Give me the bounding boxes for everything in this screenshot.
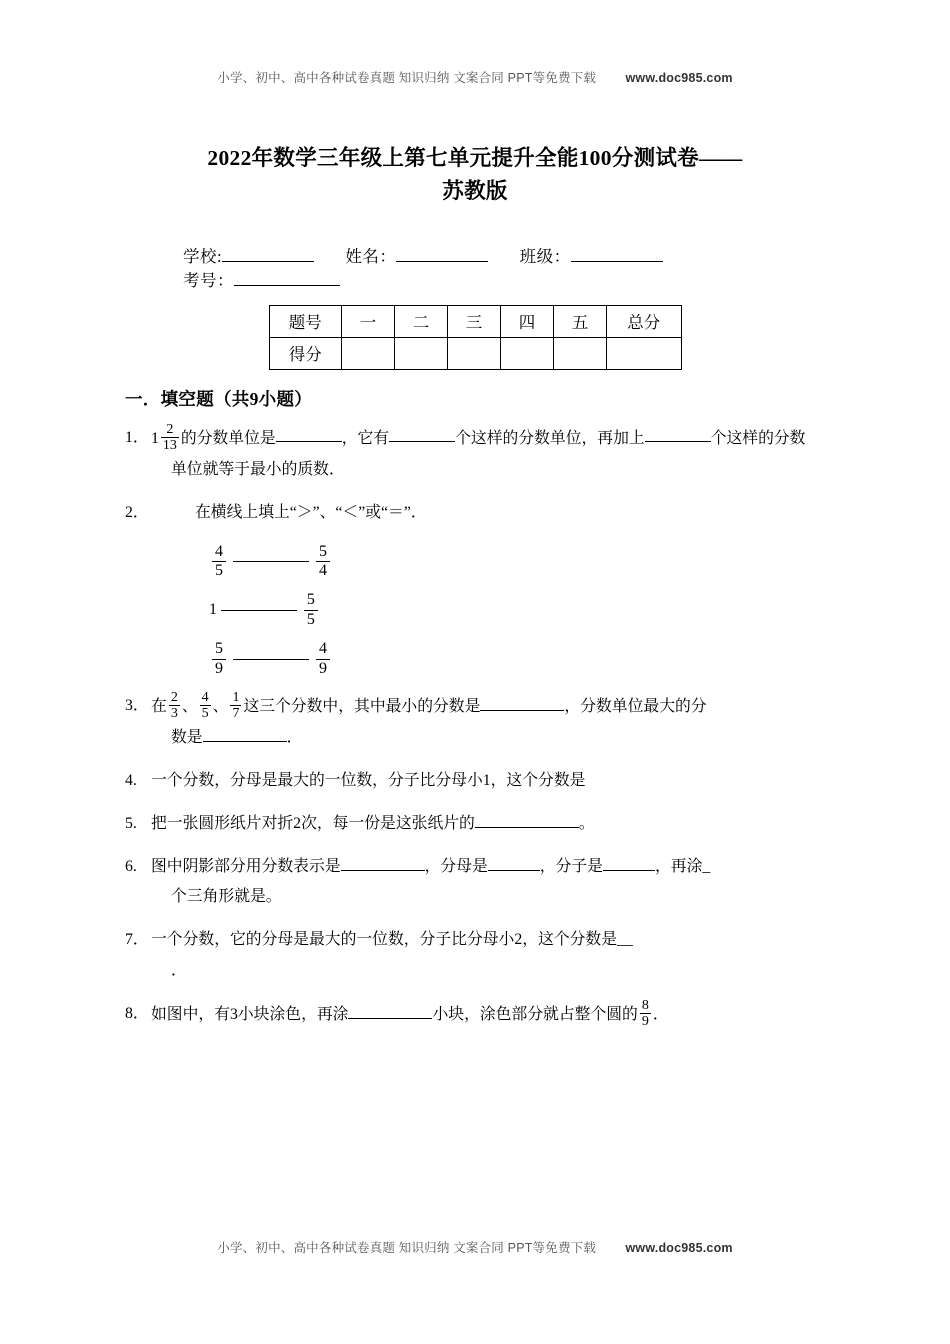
watermark-bottom bbox=[0, 1238, 950, 1256]
fraction-numerator: 8 bbox=[641, 997, 649, 1013]
question-5-text-a: 把一张圆形纸片对折2次，每一份是这张纸片的 bbox=[151, 814, 475, 832]
question-1-text-d: 个这样的分数 bbox=[710, 429, 806, 447]
question-5-number: 5. bbox=[125, 814, 137, 832]
answer-blank-3a[interactable] bbox=[480, 710, 564, 711]
question-1-text-a: 的分数单位是 bbox=[180, 429, 276, 447]
score-cell-2[interactable] bbox=[394, 337, 447, 369]
question-2-text: 在横线上填上“＞”、“＜”或“＝”． bbox=[195, 503, 427, 521]
question-1-text-c: 个这样的分数单位，再加上 bbox=[455, 429, 645, 447]
question-1-continuation: 单位就等于最小的质数． bbox=[171, 460, 345, 478]
answer-blank-6b[interactable] bbox=[488, 870, 540, 871]
fraction-numerator: 1 bbox=[232, 689, 240, 705]
fraction-1-7 bbox=[230, 690, 241, 722]
fraction-denominator: 5 bbox=[201, 706, 209, 722]
title-block bbox=[125, 142, 825, 209]
info-school-blank[interactable] bbox=[222, 261, 314, 262]
question-5 bbox=[125, 809, 825, 840]
table-row-score bbox=[269, 337, 681, 369]
watermark-site: www.doc985.com bbox=[625, 1241, 733, 1255]
question-8 bbox=[125, 999, 825, 1031]
question-3-cont-b: ． bbox=[286, 729, 303, 747]
fraction-4-5 bbox=[212, 543, 226, 582]
watermark-text: 小学、初中、高中各种试卷真题 知识归纳 文案合同 PPT等免费下载 bbox=[217, 1241, 597, 1255]
question-2-number: 2． bbox=[125, 503, 149, 521]
info-class-blank[interactable] bbox=[571, 261, 663, 262]
info-class-label: 班级： bbox=[519, 246, 571, 266]
question-3-text-c: 、 bbox=[212, 697, 229, 715]
page-subtitle: 苏教版 bbox=[442, 179, 508, 204]
answer-blank-6a[interactable] bbox=[341, 870, 425, 871]
question-7 bbox=[125, 925, 825, 987]
fraction-2-3 bbox=[169, 690, 180, 722]
mixed-number-1 bbox=[151, 423, 181, 455]
question-7-text: 一个分数，它的分母是最大的一位数，分子比分母小2，这个分数是__ bbox=[151, 931, 633, 949]
info-class bbox=[520, 247, 663, 266]
question-3 bbox=[125, 691, 825, 754]
answer-blank-1b[interactable] bbox=[389, 441, 455, 442]
question-7-number: 7． bbox=[125, 931, 149, 949]
fraction-denominator: 5 bbox=[212, 561, 226, 581]
question-8-text-c: ． bbox=[652, 1005, 669, 1023]
score-header-2: 二 bbox=[394, 305, 447, 337]
answer-blank-6c[interactable] bbox=[603, 870, 655, 871]
score-header-3: 三 bbox=[448, 305, 501, 337]
question-3-text-d: 这三个分数中，其中最小的分数是 bbox=[243, 697, 481, 715]
fraction-2-13 bbox=[161, 422, 179, 454]
question-6-continuation: 个三角形就是。 bbox=[171, 888, 282, 906]
fraction-denominator: 4 bbox=[316, 561, 330, 581]
fraction-numerator: 4 bbox=[215, 542, 223, 560]
info-school bbox=[183, 247, 314, 266]
question-6-body bbox=[151, 852, 825, 914]
question-6 bbox=[125, 852, 825, 914]
question-4-text: 一个分数，分母是最大的一位数，分子比分母小1，这个分数是 bbox=[151, 771, 586, 789]
info-exam-blank[interactable] bbox=[234, 285, 340, 286]
score-header-5: 五 bbox=[554, 305, 607, 337]
score-table bbox=[269, 305, 682, 370]
fraction-denominator: 3 bbox=[170, 706, 178, 722]
question-3-number: 3． bbox=[125, 696, 149, 714]
question-3-cont-a: 数是 bbox=[171, 729, 203, 747]
fraction-numerator: 2 bbox=[166, 421, 174, 437]
question-4-body bbox=[151, 766, 825, 797]
score-cell-3[interactable] bbox=[448, 337, 501, 369]
comparison-blank-1[interactable] bbox=[233, 561, 309, 562]
comparison-blank-3[interactable] bbox=[233, 659, 309, 660]
watermark-text: 小学、初中、高中各种试卷真题 知识归纳 文案合同 PPT等免费下载 bbox=[217, 71, 597, 85]
answer-blank-5[interactable] bbox=[475, 827, 579, 828]
question-6-text-b: ，分母是 bbox=[424, 857, 488, 875]
fraction-numerator: 5 bbox=[306, 591, 315, 609]
watermark-top bbox=[125, 0, 825, 86]
fraction-numerator: 2 bbox=[170, 689, 178, 705]
fraction-denominator: 9 bbox=[316, 659, 330, 679]
question-6-text-d: ，再涂_ bbox=[654, 857, 711, 875]
info-exam-label: 考号： bbox=[183, 270, 234, 290]
question-6-number: 6. bbox=[125, 857, 137, 875]
score-header-4: 四 bbox=[501, 305, 554, 337]
info-exam bbox=[183, 271, 340, 290]
info-name bbox=[345, 247, 488, 266]
comparison-left-whole: 1 bbox=[209, 601, 217, 619]
student-info-line bbox=[125, 243, 825, 291]
question-7-continuation: ． bbox=[171, 961, 187, 979]
question-2 bbox=[125, 498, 825, 679]
question-6-text-c: ，分子是 bbox=[539, 857, 603, 875]
question-1 bbox=[125, 423, 825, 486]
fraction-5-4 bbox=[316, 543, 330, 582]
score-header-1: 一 bbox=[341, 305, 394, 337]
fraction-numerator: 5 bbox=[215, 640, 223, 658]
answer-blank-3b[interactable] bbox=[203, 741, 287, 742]
question-3-text-e: ，分数单位最大的分 bbox=[564, 697, 707, 715]
fraction-denominator: 7 bbox=[232, 706, 240, 722]
question-1-text-b: ，它有 bbox=[341, 429, 390, 447]
question-8-body bbox=[151, 999, 825, 1031]
score-cell-1[interactable] bbox=[341, 337, 394, 369]
question-1-body bbox=[151, 423, 825, 486]
comparison-row-3 bbox=[151, 640, 825, 679]
info-name-blank[interactable] bbox=[396, 261, 488, 262]
comparison-row-1 bbox=[151, 543, 825, 582]
score-cell-5[interactable] bbox=[554, 337, 607, 369]
fraction-denominator: 5 bbox=[304, 610, 318, 630]
answer-blank-8[interactable] bbox=[348, 1018, 432, 1019]
question-5-body bbox=[151, 809, 825, 840]
mixed-whole-1: 1 bbox=[151, 429, 159, 447]
score-header-label: 题号 bbox=[269, 305, 341, 337]
answer-blank-1c[interactable] bbox=[645, 441, 711, 442]
fraction-5-5 bbox=[304, 591, 318, 630]
fraction-4-5b bbox=[200, 690, 211, 722]
fraction-numerator: 4 bbox=[319, 640, 327, 658]
answer-blank-1a[interactable] bbox=[276, 441, 342, 442]
question-list bbox=[125, 423, 825, 1031]
fraction-numerator: 4 bbox=[201, 689, 209, 705]
question-5-text-b: 。 bbox=[578, 814, 595, 832]
question-3-text-a: 在 bbox=[151, 697, 167, 715]
score-cell-4[interactable] bbox=[501, 337, 554, 369]
page-title: 2022年数学三年级上第七单元提升全能100分测试卷—— bbox=[207, 146, 743, 170]
section-title: 一．填空题（共9小题） bbox=[125, 388, 313, 409]
fraction-4-9 bbox=[316, 640, 330, 679]
question-4 bbox=[125, 766, 825, 797]
question-8-number: 8． bbox=[125, 1004, 149, 1022]
question-1-number: 1． bbox=[125, 428, 149, 446]
comparison-row-2 bbox=[151, 591, 825, 630]
fraction-numerator: 5 bbox=[319, 542, 327, 560]
question-7-body bbox=[151, 925, 825, 987]
question-3-continuation bbox=[151, 723, 825, 754]
score-header-total: 总分 bbox=[607, 305, 681, 337]
score-row-label: 得分 bbox=[269, 337, 341, 369]
question-3-text-b: 、 bbox=[181, 697, 198, 715]
fraction-5-9 bbox=[212, 640, 226, 679]
table-row-header bbox=[269, 305, 681, 337]
watermark-site: www.doc985.com bbox=[625, 71, 733, 85]
fraction-denominator: 9 bbox=[641, 1014, 649, 1030]
info-school-label: 学校: bbox=[183, 246, 223, 266]
comparison-blank-2[interactable] bbox=[221, 610, 297, 611]
question-2-body bbox=[151, 498, 825, 529]
question-3-body bbox=[151, 691, 825, 754]
question-8-text-a: 如图中，有3小块涂色，再涂 bbox=[151, 1005, 349, 1023]
fraction-denominator: 13 bbox=[162, 438, 177, 454]
question-8-text-b: 小块，涂色部分就占整个圆的 bbox=[432, 1005, 638, 1023]
score-cell-total[interactable] bbox=[607, 337, 681, 369]
fraction-8-9 bbox=[640, 998, 651, 1030]
fraction-denominator: 9 bbox=[212, 659, 226, 679]
question-6-text-a: 图中阴影部分用分数表示是 bbox=[151, 857, 341, 875]
question-4-number: 4. bbox=[125, 771, 137, 789]
info-name-label: 姓名： bbox=[345, 246, 397, 266]
